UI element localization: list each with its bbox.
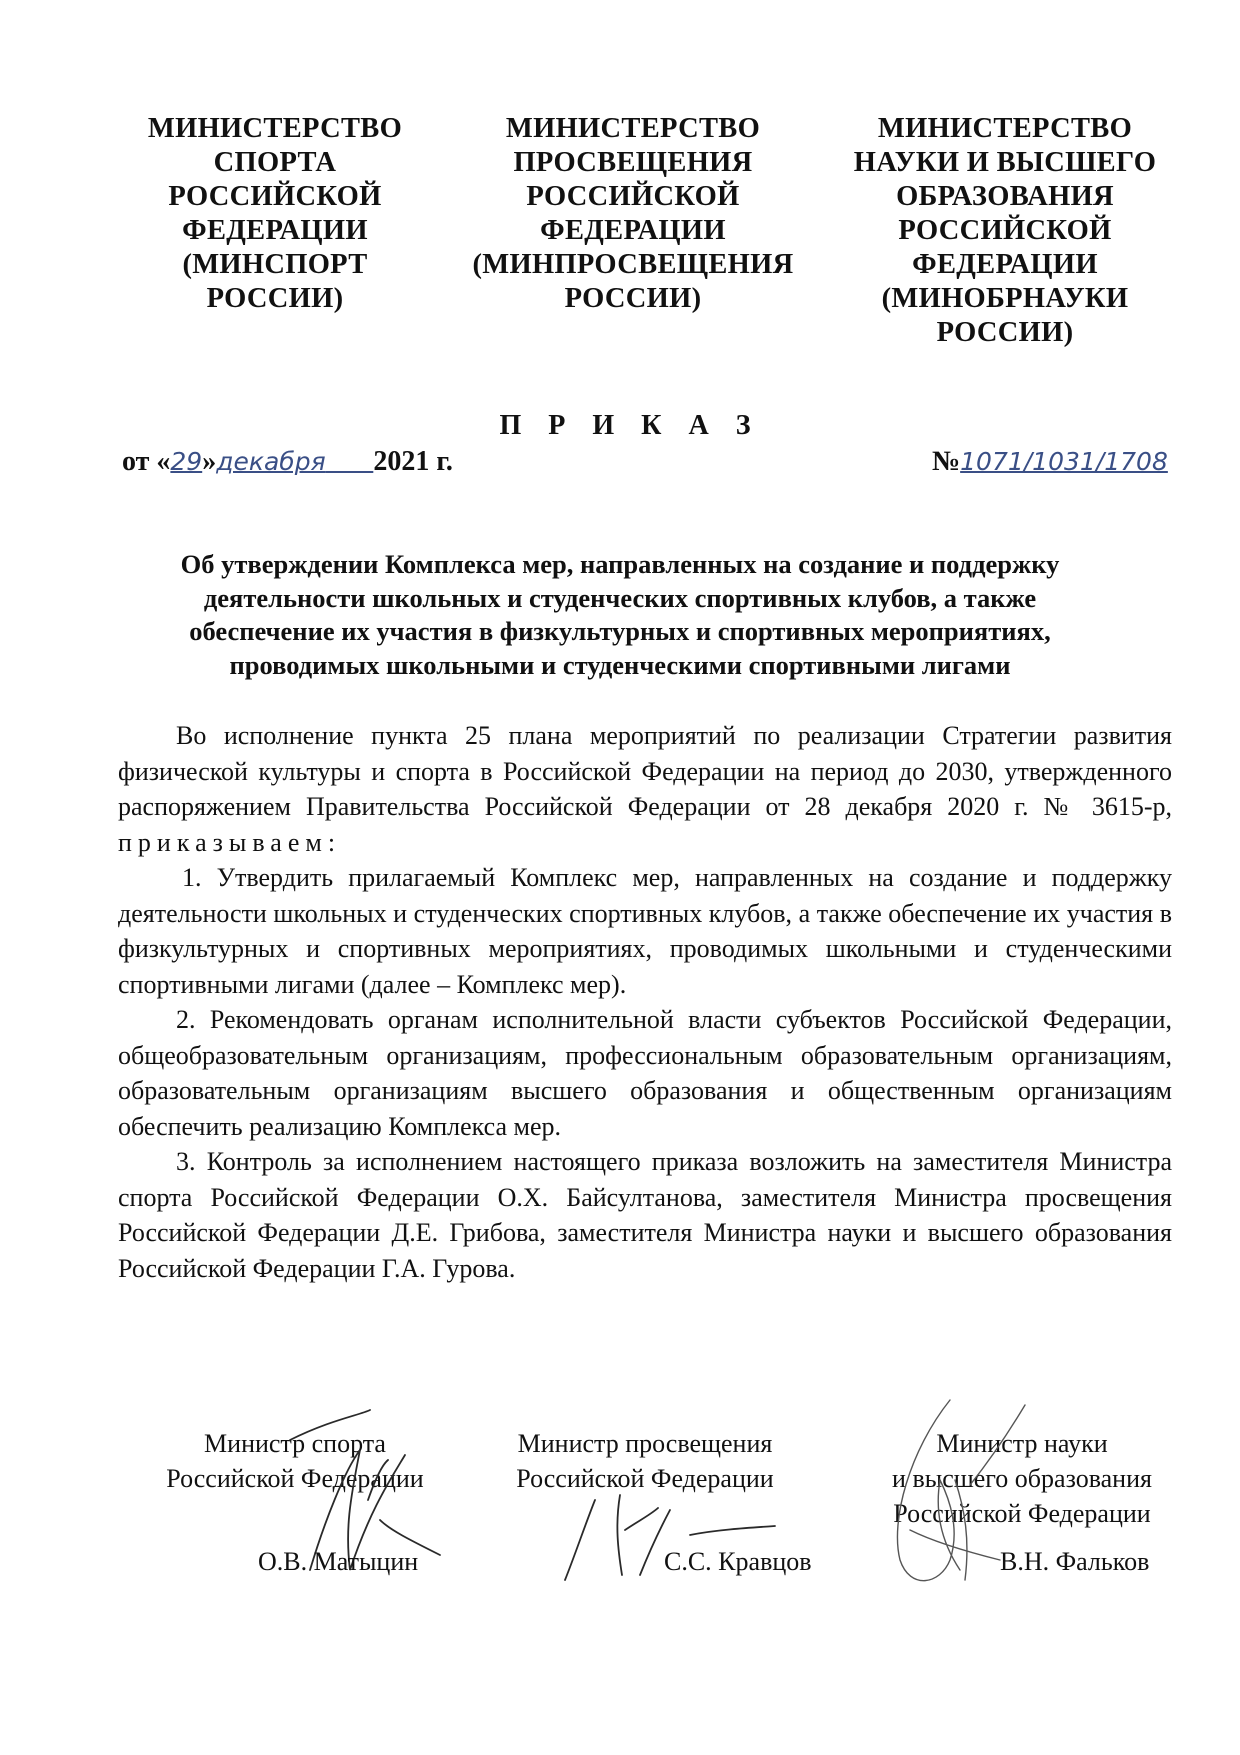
item-paragraph: 1. Утвердить прилагаемый Комплекс мер, направленных на создание и поддержку деятельности школьных и студенческих спортивных клубов, а также обеспечение их участия в физкультурных и спортивных мероприятиях, проводимых школьными и студенческими спортивными лигами (далее – Комплекс мер). [118, 863, 1172, 999]
signatory-name-education: С.С. Кравцов [664, 1547, 812, 1576]
ministry-line: РОССИИ) [564, 283, 702, 314]
order-date [122, 446, 453, 478]
date-month-text: декабря [216, 447, 326, 476]
signature-education-mark [540, 1480, 780, 1600]
intro-text: Во исполнение пункта 25 плана мероприятий по реализации Стратегии развития физической культуры и спорта в Российской Федерации на период до 2030, утвержденного распоряжением Правительства Российской Федерации от 28 декабря 2020 г. № 3615-р, [118, 721, 1172, 821]
ministry-line: РОССИИ) [206, 283, 344, 314]
ministry-line: РОССИЙСКОЙ [168, 181, 382, 212]
ministry-line: (МИНСПОРТ [182, 249, 368, 280]
ministry-education-header [468, 112, 798, 316]
ministry-line: МИНИСТЕРСТВО [877, 113, 1133, 144]
position-line: Российской Федерации [516, 1464, 774, 1493]
position-line: Российской Федерации [893, 1499, 1151, 1528]
signatory-name-science: В.Н. Фальков [1000, 1547, 1150, 1576]
number-prefix: № [932, 446, 961, 477]
signature-science-mark [850, 1390, 1050, 1620]
position-line: и высшего образования [892, 1464, 1152, 1493]
ministry-line: (МИНПРОСВЕЩЕНИЯ [472, 249, 794, 280]
order-body [118, 718, 1172, 1286]
ministry-science-header [840, 112, 1170, 350]
order-number [932, 446, 1168, 478]
position-line: Министр спорта [204, 1429, 386, 1458]
position-line: Министр науки [936, 1429, 1108, 1458]
ministry-line: МИНИСТЕРСТВО [505, 113, 761, 144]
heading-line: обеспечение их участия в физкультурных и спортивных мероприятиях, [189, 616, 1051, 646]
order-heading [120, 548, 1120, 682]
date-day: 29 [170, 447, 203, 476]
ministry-sport-header [110, 112, 440, 316]
ministry-line: ПРОСВЕЩЕНИЯ [513, 147, 753, 178]
intro-paragraph [118, 718, 1172, 860]
ministry-line: ФЕДЕРАЦИИ [182, 215, 368, 246]
date-quote: » [202, 446, 217, 477]
ministry-line: (МИНОБРНАУКИ [881, 283, 1129, 314]
item-paragraph: 2. Рекомендовать органам исполнительной власти субъектов Российской Федерации, общеобразовательным организациям, профессиональным образовательным организациям, образовательным организациям высшего образования и общественным организациям обеспечить реализацию Комплекса мер. [118, 1005, 1172, 1141]
signatory-name-sport: О.В. Матыцин [258, 1547, 419, 1576]
date-month [216, 447, 373, 476]
heading-line: Об утверждении Комплекса мер, направленных на создание и поддержку [180, 549, 1060, 579]
heading-line: деятельности школьных и студенческих спортивных клубов, а также [203, 582, 1037, 613]
position-line: Российской Федерации [166, 1464, 424, 1493]
position-line: Министр просвещения [517, 1429, 773, 1458]
ministry-line: РОССИЙСКОЙ [526, 181, 740, 212]
ministry-line: РОССИЙСКОЙ [898, 215, 1112, 246]
document-title: П Р И К А З [499, 410, 761, 441]
heading-line: проводимых школьными и студенческими спортивными лигами [229, 649, 1011, 680]
ministry-line: ОБРАЗОВАНИЯ [896, 181, 1114, 212]
ministry-line: РОССИИ) [936, 317, 1074, 348]
date-year: 2021 г. [373, 446, 453, 477]
ministry-line: МИНИСТЕРСТВО [147, 113, 403, 144]
ministry-line: ФЕДЕРАЦИИ [540, 215, 726, 246]
intro-order-word: приказываем: [118, 827, 342, 857]
number-value: 1071/1031/1708 [960, 447, 1168, 476]
ministry-line: ФЕДЕРАЦИИ [912, 249, 1098, 280]
date-prefix: от « [122, 446, 171, 477]
item-paragraph: 3. Контроль за исполнением настоящего приказа возложить на заместителя Министра спорта Российской Федерации О.Х. Байсултанова, заместителя Министра просвещения Российской Федерации Д.Е. Грибова, заместителя Министра науки и высшего образования Российской Федерации Г.А. Гурова. [118, 1147, 1172, 1283]
ministry-line: НАУКИ И ВЫСШЕГО [853, 147, 1157, 178]
ministry-line: СПОРТА [213, 147, 337, 178]
